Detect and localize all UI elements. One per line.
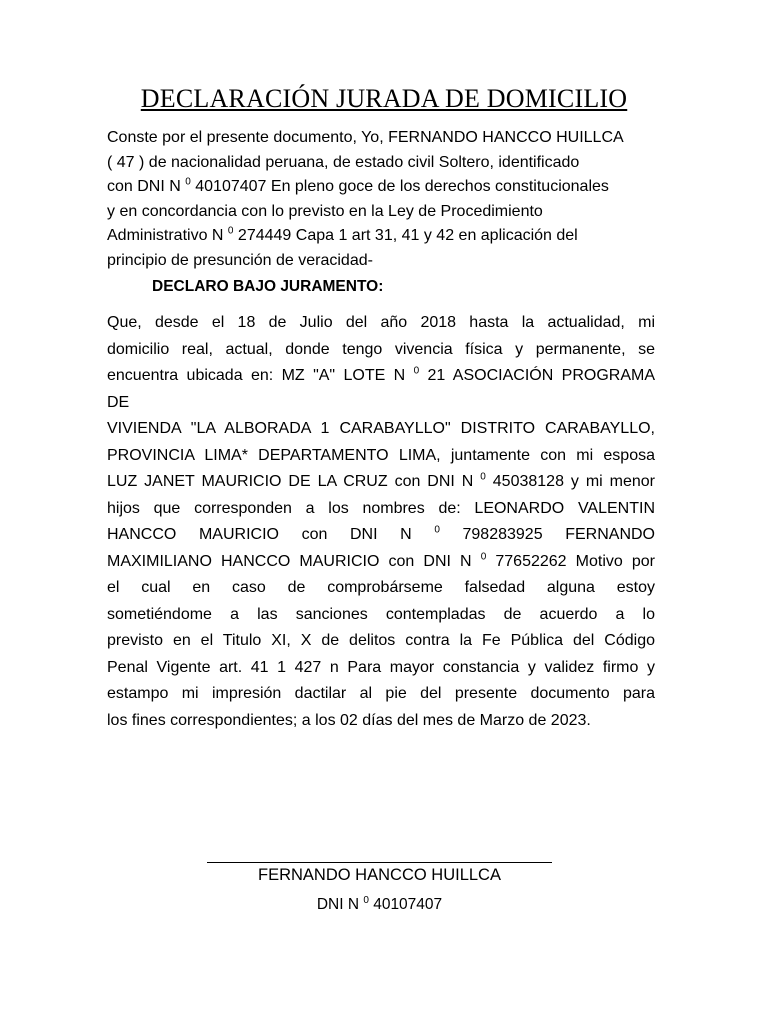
- body-line: estampo mi impresión dactilar al pie del presente documento para: [107, 685, 655, 702]
- number-sign-superscript: 0: [413, 365, 420, 377]
- body-line: PROVINCIA LIMA* DEPARTAMENTO LIMA, juntamente con mi esposa: [107, 446, 655, 464]
- body-line: sometiéndome a las sanciones contempladas de acuerdo a lo: [107, 605, 655, 623]
- intro-line: ( 47 ) de nacionalidad peruana, de estado civil Soltero, identificado: [107, 153, 580, 171]
- declaration-body: [107, 310, 655, 734]
- body-line: hijos que corresponden a los nombres de: LEONARDO VALENTIN: [107, 499, 655, 517]
- document-title: DECLARACIÓN JURADA DE DOMICILIO: [140, 84, 628, 113]
- body-line: LUZ JANET MAURICIO DE LA CRUZ con DNI N $^0$ 45038128 y mi menor: [107, 471, 656, 490]
- body-line: domicilio real, actual, donde tengo vivencia física y permanente, se: [107, 340, 655, 358]
- number-sign-superscript: 0: [434, 524, 440, 536]
- number-sign-superscript: 0: [480, 471, 486, 483]
- body-line: Que, desde el 18 de Julio del año 2018 hasta la actualidad, mi: [107, 314, 655, 331]
- signature-line: [207, 862, 552, 863]
- intro-line: Administrativo N $^0$ 274449 Capa 1 art 31, 41 y 42 en aplicación del: [107, 226, 578, 245]
- number-sign-superscript: 0: [480, 551, 487, 563]
- body-line: el cual en caso de comprobárseme falsedad alguna estoy: [107, 579, 655, 596]
- number-sign-superscript: 0: [185, 176, 191, 188]
- intro-line: principio de presunción de veracidad-: [107, 251, 373, 269]
- intro-line: y en concordancia con lo previsto en la Ley de Procedimiento: [107, 202, 543, 220]
- body-line: VIVIENDA "LA ALBORADA 1 CARABAYLLO" DISTRITO CARABAYLLO,: [107, 420, 655, 437]
- signature-name: FERNANDO HANCCO HUILLCA: [258, 866, 501, 884]
- number-sign-superscript: 0: [363, 894, 369, 906]
- body-line: los fines correspondientes; a los 02 días del mes de Marzo de 2023.: [107, 711, 591, 729]
- body-line: DE: [107, 393, 130, 411]
- intro-paragraph: [107, 126, 627, 274]
- declaration-heading: DECLARO BAJO JURAMENTO:: [152, 278, 384, 295]
- intro-line: Conste por el presente documento, Yo, FERNANDO HANCCO HUILLCA: [107, 129, 624, 146]
- body-line: previsto en el Titulo XI, X de delitos contra la Fe Pública del Código: [107, 632, 655, 649]
- body-line: HANCCO MAURICIO con DNI N $^0$ 798283925 FERNANDO: [107, 524, 655, 543]
- body-line: MAXIMILIANO HANCCO MAURICIO con DNI N $^0$ 77652262 Motivo por: [107, 551, 655, 570]
- body-line: Penal Vigente art. 41 1 427 n Para mayor constancia y validez firmo y: [107, 658, 655, 676]
- body-line: encuentra ubicada en: MZ "A" LOTE N $^0$ 21 ASOCIACIÓN PROGRAMA: [107, 365, 655, 384]
- number-sign-superscript: 0: [227, 226, 234, 238]
- signature-dni: DNI N $^0$ 40107407: [316, 894, 443, 913]
- intro-line: con DNI N $^0$ 40107407 En pleno goce de los derechos constitucionales: [107, 176, 609, 196]
